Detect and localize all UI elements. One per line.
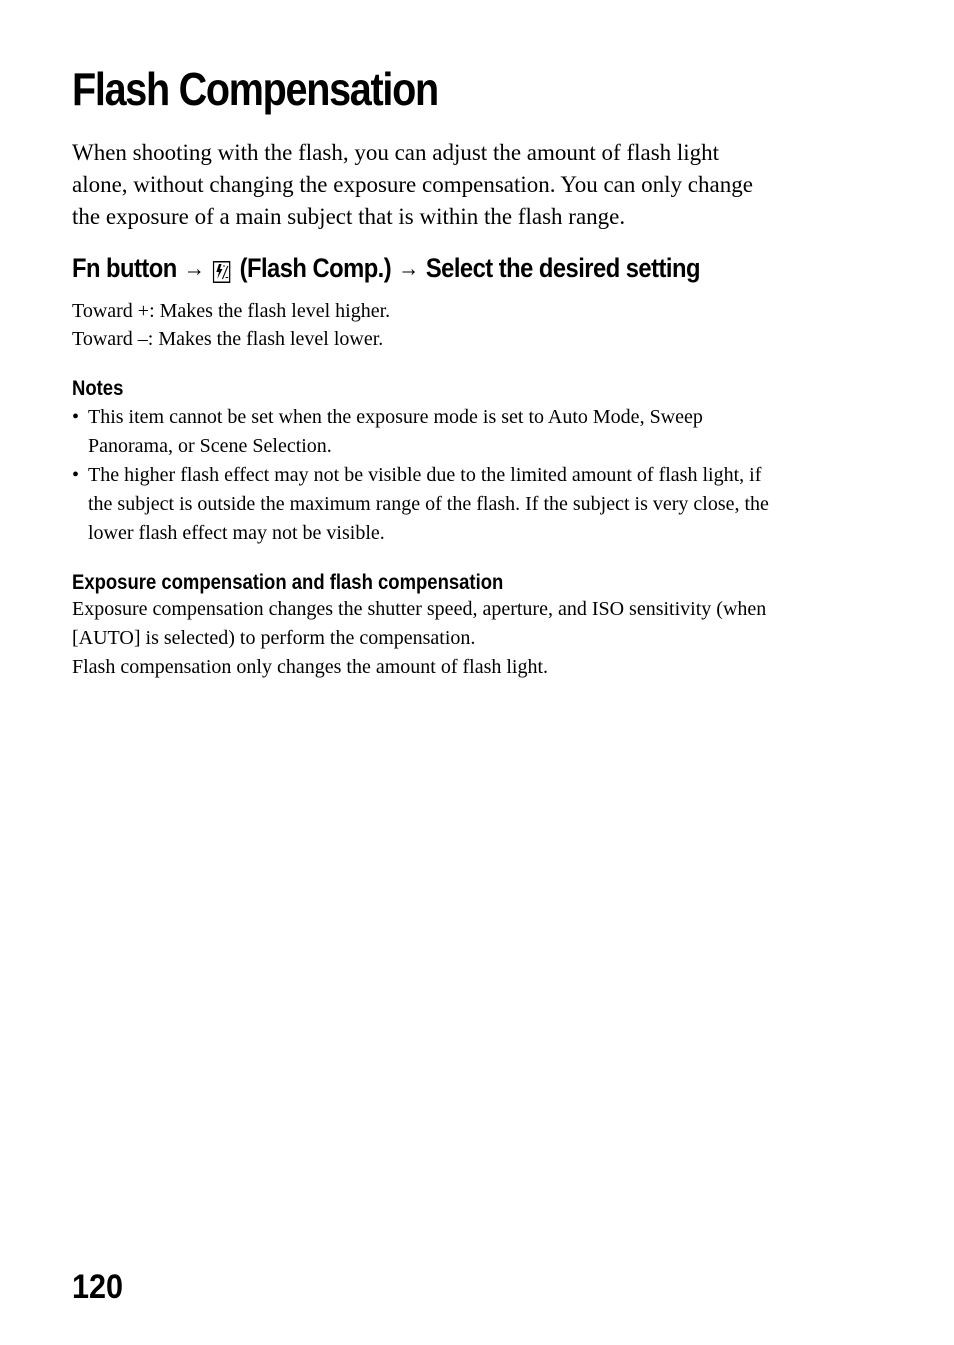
- note-item: [72, 403, 872, 461]
- comparison-text: [72, 595, 872, 682]
- notes-list: [72, 403, 872, 548]
- note-line: the subject is outside the maximum range of the flash. If the subject is very close, the: [88, 493, 769, 515]
- intro-line: alone, without changing the exposure compensation. You can only change: [72, 172, 753, 197]
- note-line: Panorama, or Scene Selection.: [88, 435, 332, 457]
- arrow-right-icon: →: [183, 254, 205, 282]
- bullet-icon: •: [72, 464, 80, 486]
- toward-minus-text: Toward –: Makes the flash level lower.: [72, 328, 384, 350]
- procedure-heading: [72, 253, 700, 284]
- toward-plus-text: Toward +: Makes the flash level higher.: [72, 300, 391, 322]
- notes-heading: Notes: [72, 377, 124, 400]
- comparison-line: Flash compensation only changes the amount of flash light.: [72, 656, 549, 678]
- procedure-step-select-setting: Select the desired setting: [425, 253, 700, 283]
- flash-compensation-icon: [213, 259, 231, 281]
- procedure-step-flash-comp: (Flash Comp.): [239, 253, 392, 283]
- note-line: The higher flash effect may not be visible due to the limited amount of flash light, if: [88, 464, 762, 486]
- arrow-right-icon: →: [398, 254, 419, 282]
- intro-line: When shooting with the flash, you can adjust the amount of flash light: [72, 140, 720, 165]
- intro-paragraph: [72, 137, 872, 233]
- page-title: Flash Compensation: [72, 63, 438, 115]
- comparison-heading: Exposure compensation and flash compensation: [72, 571, 504, 594]
- intro-line: the exposure of a main subject that is within the flash range.: [72, 204, 626, 229]
- note-line: lower flash effect may not be visible.: [88, 522, 385, 544]
- note-line: This item cannot be set when the exposure mode is set to Auto Mode, Sweep: [88, 406, 703, 428]
- bullet-icon: •: [72, 406, 80, 428]
- page-number: 120: [72, 1268, 124, 1306]
- toward-description: [72, 297, 390, 353]
- note-item: [72, 461, 872, 548]
- comparison-line: Exposure compensation changes the shutter speed, aperture, and ISO sensitivity (when: [72, 598, 767, 620]
- procedure-step-fn-button: Fn button: [72, 253, 177, 283]
- comparison-line: [AUTO] is selected) to perform the compensation.: [72, 627, 476, 649]
